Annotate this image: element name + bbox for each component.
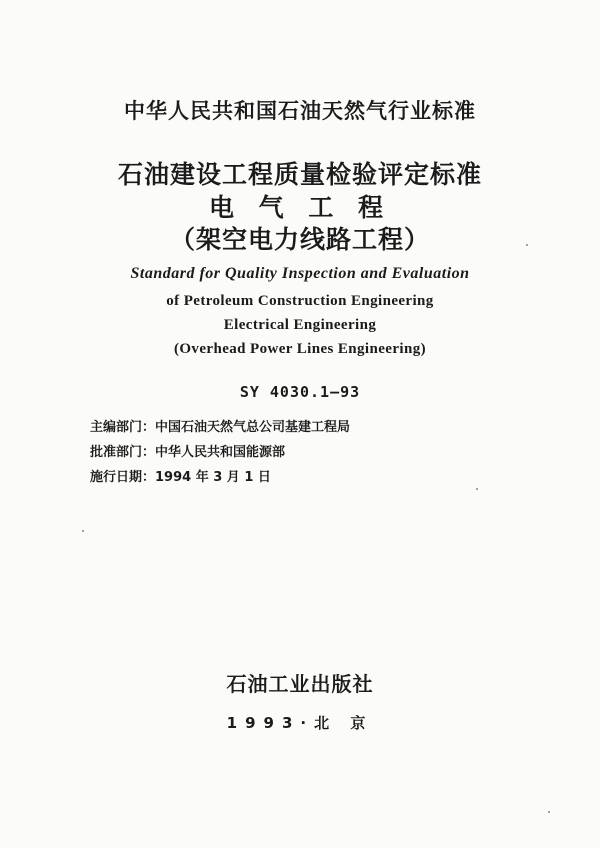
- english-title-line-1: Standard for Quality Inspection and Evaluation: [130, 265, 470, 282]
- sub-title: 电 气 工 程: [208, 193, 392, 222]
- english-title-line-3: Electrical Engineering: [223, 317, 377, 333]
- effective-date: 施行日期：1994 年 3 月 1 日: [90, 470, 271, 485]
- english-title-line-4: (Overhead Power Lines Engineering): [173, 341, 427, 357]
- series-title: 中华人民共和国石油天然气行业标准: [124, 99, 476, 123]
- parenthetical-title: （架空电力线路工程）: [169, 225, 430, 254]
- scan-speck: [526, 244, 528, 246]
- scan-speck: [548, 811, 550, 813]
- main-title: 石油建设工程质量检验评定标准: [117, 160, 482, 189]
- compiling-department: 主编部门：中国石油天然气总公司基建工程局: [90, 420, 351, 435]
- publisher: 石油工业出版社: [226, 672, 374, 696]
- scan-speck: [476, 488, 478, 490]
- approving-department: 批准部门：中华人民共和国能源部: [90, 445, 286, 460]
- scan-speck: [82, 530, 84, 532]
- standard-code: SY 4030.1—93: [239, 383, 361, 401]
- publication-year-place: 1993·北 京: [226, 714, 374, 732]
- english-title-line-2: of Petroleum Construction Engineering: [166, 293, 434, 309]
